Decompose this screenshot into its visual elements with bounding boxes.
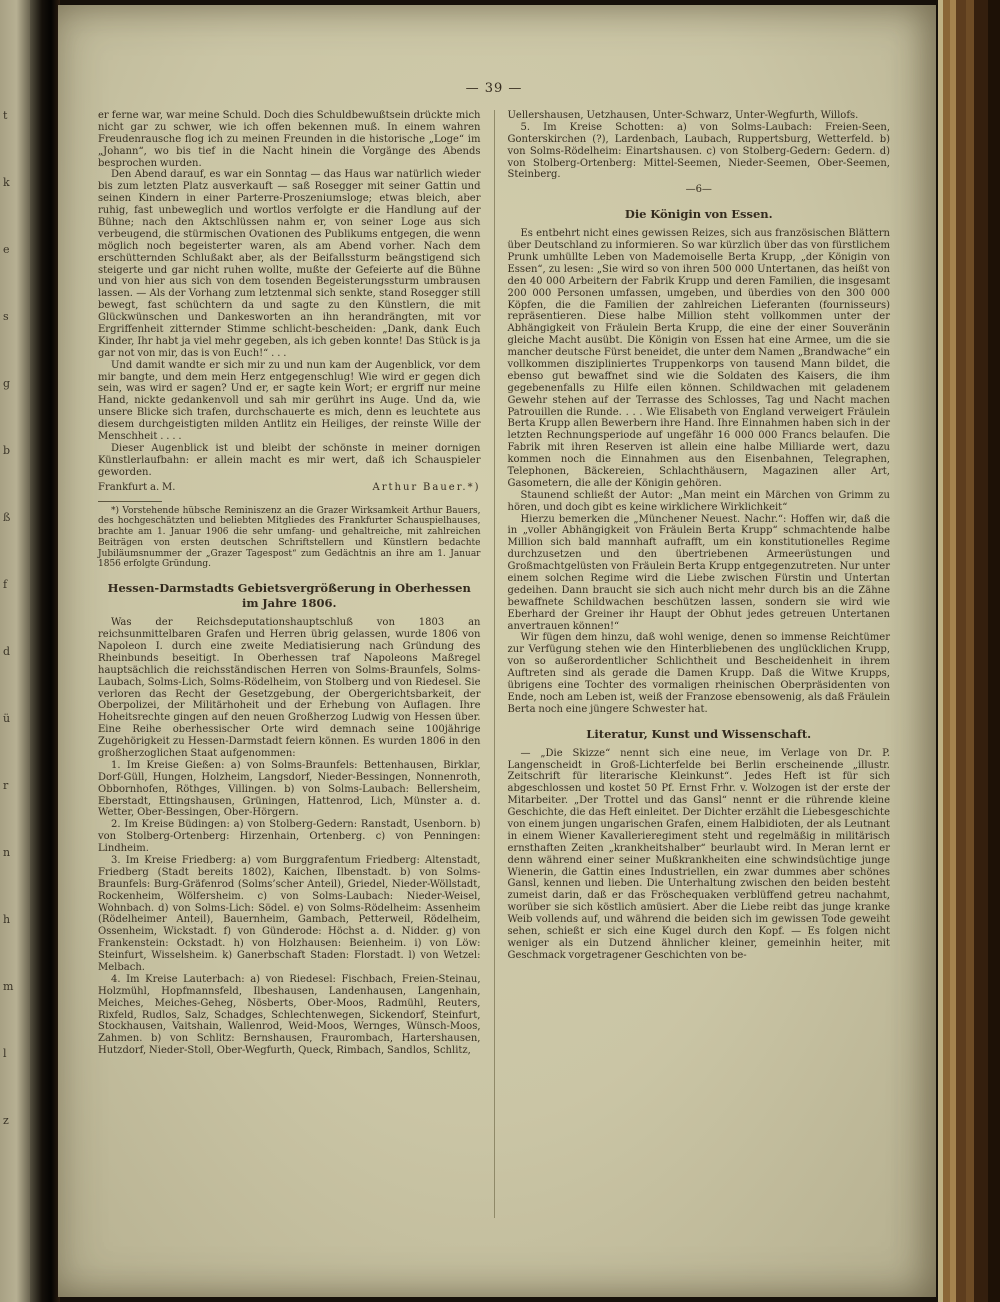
section-end-mark: —6— [685, 184, 712, 196]
page-edge-letter: r [3, 779, 9, 792]
page-edge-letter: e [3, 243, 10, 256]
adjacent-page-edge [0, 0, 30, 1302]
article-title-literatur: Literatur, Kunst und Wissenschaft. [586, 726, 812, 741]
book-page-stack-edge [938, 0, 1000, 1302]
page-edge-letter: k [3, 176, 10, 189]
paragraph: 5. Im Kreise Schotten: a) von Solms-Laubach: Freien-Seen, Gonterskirchen (?), Lardenbach, Laubach, Ruppertsburg, Wetterfeld. b) von Solms-Rödelheim: Einartshausen. c) von Stolberg-Gedern: Gedern. d) von Stolberg-Ortenberg: Mittel-Seemen, Nieder-Seemen, Ober-Seemen, Steinberg. [507, 121, 890, 181]
page-edge-letter: n [3, 846, 11, 859]
paragraph: Staunend schließt der Autor: „Man meint ein Märchen von Grimm zu hören, und doch gibt es keine wirklichere Wirklichkeit“ [507, 489, 890, 513]
column-left [98, 110, 494, 1057]
paragraph: — „Die Skizze“ nennt sich eine neue, im Verlage von Dr. P. Langenscheidt in Groß-Lichterfelde bei Berlin erscheinende „illustr. Zeitschrift für literarische Kleinkunst“. Jedes Heft ist für sich abgeschlossen und kostet 50 Pf. Ernst Frhr. v. Wolzogen ist der erste der Mitarbeiter. „Der Trottel und das Gansl“ nennt er die rührende kleine Geschichte, die das Heft einleitet. Der Dichter erzählt die Liebesgeschichte von einem jungen ungarischen Grafen, einem Halbidioten, der als Leutnant in einem Wiener Kavallerieregiment steht und regelmäßig in militärisch ernsthaften Zeiten „krankheitshalber“ beurlaubt wird. In Meran lernt er denn während einer seiner Mußkrankheiten eine schwindsüchtige junge Wienerin, die Gattin eines Industriellen, ein zwar dummes aber schönes Gansl, kennen und lieben. Die Unterhaltung zwischen den beiden besteht zumeist darin, daß er das Fröschequaken verblüffend getreu nachahmt, worüber sie sich köstlich amüsiert. Aber die Liebe reibt das junge kranke Weib vollends auf, und während die beiden sich im gewissen Tode geweiht sehen, schießt er sich eine Kugel durch den Kopf. — Es folgen nicht weniger als ein Dutzend ähnlicher kleiner, gemeinhin heiter, mit Geschmack vorgetragener Geschichten von be- [507, 747, 890, 961]
article-title-hessen [98, 581, 481, 611]
signature-row [98, 482, 481, 494]
text-columns [98, 110, 890, 1218]
book-gutter-shadow [30, 0, 60, 1302]
paragraph: 2. Im Kreise Büdingen: a) von Stolberg-Gedern: Ranstadt, Usenborn. b) von Stolberg-Ortenberg: Hirzenhain, Ortenberg. c) von Penningen: Lindheim. [98, 819, 481, 855]
article-title-koenigin: Die Königin von Essen. [624, 207, 773, 222]
page-edge-letter: h [3, 913, 11, 926]
page-edge-letter: t [3, 109, 8, 122]
footnote: *) Vorstehende hübsche Reminiszenz an die Grazer Wirksamkeit Arthur Bauers, des hochgeschätzten und beliebten Mitgliedes des Frankfurter Schauspielhauses, brachte am 1. Januar 1906 die sehr umfang- und gehaltreiche, mit zahlreichen Beiträgen von ersten deutschen Schriftstellern und Künstlern bedachte Jubiläumsnummer der „Grazer Tagespost“ zum Gedächtnis an ihre am 1. Januar 1856 erfolgte Gründung. [98, 505, 481, 570]
page-edge-letter: d [3, 645, 11, 658]
page-edge-letter: g [3, 377, 11, 390]
signature-place: Frankfurt a. M. [98, 481, 176, 493]
footnote-rule [98, 501, 162, 502]
page-edge-letter: f [3, 578, 8, 591]
signature-author: Arthur Bauer.*) [372, 481, 481, 493]
page-edge-letter: l [3, 1047, 7, 1060]
page-edge-letter: z [3, 1114, 9, 1127]
paragraph: Uellershausen, Uetzhausen, Unter-Schwarz, Unter-Wegfurth, Willofs. [507, 110, 859, 121]
page-paper [58, 5, 936, 1297]
page-edge-letter: ß [3, 511, 11, 524]
article-body-literatur [508, 748, 891, 962]
article-continuation-kreise [508, 110, 891, 181]
paragraph: er ferne war, war meine Schuld. Doch dies Schuldbewußtsein drückte mich nicht gar zu schwer, wie ich offen bekennen muß. In einem wahren Freudenrausche flog ich zu meinen Freunden in die historische „Loge“ im „Johann“, wo bis tief in die Nacht hinein die Vorgänge des Abends besprochen wurden. [98, 110, 481, 169]
paragraph: 4. Im Kreise Lauterbach: a) von Riedesel: Fischbach, Freien-Steinau, Holzmühl, Hopfmannsfeld, Ilbeshausen, Landenhausen, Langenhain, Meiches, Meiches-Geheg, Nösberts, Ober-Moos, Radmühl, Reuters, Rixfeld, Rudlos, Salz, Schadges, Schlechtenwegen, Sickendorf, Steinfurt, Stockhausen, Vaitshain, Wallenrod, Weid-Moos, Wernges, Wünsch-Moos, Zahmen. b) von Schlitz: Bernshausen, Fraurombach, Hartershausen, Hutzdorf, Nieder-Stoll, Ober-Wegfurth, Queck, Rimbach, Sandlos, Schlitz, [98, 973, 481, 1057]
paragraph: Wir fügen dem hinzu, daß wohl wenige, denen so immense Reichtümer zur Verfügung stehen wie den Hinterbliebenen des unglücklichen Krupp, von so außerordentlicher Schlichtheit und Bescheidenheit in ihrem Auftreten sind als gerade die Damen Krupp. Daß die Witwe Krupps, übrigens eine Tochter des vormaligen rheinischen Oberpräsidenten von Ende, noch am Leben ist, weiß der Franzose ebensowenig, als daß Fräulein Berta noch eine jüngere Schwester hat. [507, 632, 890, 715]
adjacent-page-letter-fragments [3, 110, 13, 1126]
article-body-koenigin [508, 228, 891, 716]
page-edge-letter: m [3, 980, 14, 993]
paragraph: Es entbehrt nicht eines gewissen Reizes, sich aus französischen Blättern über Deutschland zu informieren. So war kürzlich über das von fürstlichem Prunk umhüllte Leben von Mademoiselle Berta Krupp, „der Königin von Essen“, zu lesen: „Sie wird so von ihren 500 000 Untertanen, das heißt von den 40 000 Arbeitern der Fabrik Krupp und deren Familien, die insgesamt 200 000 Personen umfassen, umgeben, und überdies von den 300 000 Köpfen, die die Familien der zahlreichen Lieferanten (fournisseurs) repräsentieren. Diese halbe Million steht vollkommen unter der Abhängigkeit von Fräulein Berta Krupp, die eine der einer Souveränin gleiche Macht ausübt. Die Königin von Essen hat eine Armee, um die sie mancher deutsche Fürst beneidet, die unter dem Namen „Brandwache“ ein vollkommen diszipliniertes Truppenkorps von tausend Mann bildet, die ebenso gut bewaffnet sind wie die Soldaten des Kaisers, die ihm gegebenenfalls zu Hilfe eilen können. Schildwachen mit geladenem Gewehr stehen auf der Terrasse des Schlosses, Tag und Nacht machen Patrouillen die Runde. . . . Wie Elisabeth von England verweigert Fräulein Berta Krupp allen Bewerbern ihre Hand. Ihre Einnahmen haben sich in der letzten Rechnungsperiode auf ungefähr 16 000 000 Francs belaufen. Die Fabrik mit ihren Reserven ist allein eine halbe Milliarde wert, dazu kommen noch die Einnahmen aus den Eisenbahnen, Telegraphen, Telephonen, Bäckereien, Schlachthäusern, Magazinen aller Art, Gasometern, die alle der Königin gehören. [507, 228, 890, 489]
paragraph: 3. Im Kreise Friedberg: a) vom Burggrafentum Friedberg: Altenstadt, Friedberg (Stadt bereits 1802), Kaichen, Ilbenstadt. b) von Solms-Braunfels: Burg-Gräfenrod (Solms’scher Anteil), Griedel, Nieder-Wöllstadt, Rockenheim, Wölfersheim. c) von Solms-Laubach: Nieder-Weisel, Wohnbach. d) von Solms-Lich: Södel. e) von Solms-Rödelheim: Assenheim (Rödelheimer Anteil), Bauernheim, Gambach, Petterweil, Rödelheim, Ossenheim, Wickstadt. f) von Günderode: Höchst a. d. Nidder. g) von Frankenstein: Ockstadt. h) von Holzhausen: Beienheim. i) von Löw: Steinfurt, Wisselsheim. k) Ganerbschaft Staden: Florstadt. l) von Wetzel: Melbach. [98, 854, 481, 973]
page-edge-letter: b [3, 444, 11, 457]
paragraph: Den Abend darauf, es war ein Sonntag — das Haus war natürlich wieder bis zum letzten Platz ausverkauft — saß Rosegger mit seiner Gattin und seinen Kindern in einer Parterre-Proszeniumsloge; etwas bleich, aber ruhig, fast unbeweglich und wortlos verfolgte er die Handlung auf der Bühne; nach den Aktschlüssen nahm er, von seiner Loge aus sich verbeugend, die stürmischen Ovationen des Publikums entgegen, die wenn möglich noch begeisterter waren, als am Abend vorher. Nach dem erschütternden Schlußakt aber, als der Beifallssturm beängstigend sich steigerte und gar nicht ruhen wollte, mußte der Gefeierte auf die Bühne und von hier aus sich von dem tosenden Begeisterungssturm umbrausen lassen. — Als der Vorhang zum letztenmal sich senkte, stand Rosegger still bewegt, fast schüchtern da und sagte zu den Künstlern, die mit Glückwünschen und Dankesworten an ihn herandrängten, mit vor Ergriffenheit zitternder Stimme schlicht-bescheiden: „Dank, dank Euch Kinder, Ihr habt ja viel mehr gegeben, als ich geben konnte! Das Stück is ja gar not von mir, das is von Euch!“ . . . [98, 169, 481, 359]
paragraph: Hierzu bemerken die „Münchener Neuest. Nachr.“: Hoffen wir, daß die in „voller Abhängigkeit von Fräulein Berta Krupp“ schmachtende halbe Million sich bald mannhaft aufrafft, um ein konstitutionelles Regime durchzusetzen und den übertriebenen Armeerüstungen und Großmachtgelüsten von Fräulein Berta Krupp entgegenzutreten. Nur unter einem solchen Regime wird die Liebe zwischen Fürstin und Untertan gedeihen. Dann braucht sie sich auch nicht mehr durch bis an die Zähne bewaffnete Schildwachen beschützen lassen, sondern sie wird wie Eberhard der Greiner ihr Haupt der Obhut jedes getreuen Untertanen anvertrauen können!“ [507, 513, 890, 632]
paragraph: Dieser Augenblick ist und bleibt der schönste in meiner dornigen Künstlerlaufbahn: er allein macht es mir wert, daß ich Schauspieler geworden. [98, 442, 481, 478]
article-continuation-rosegger [98, 110, 481, 479]
page-edge-letter: ü [3, 712, 11, 725]
paragraph: Was der Reichsdeputationshauptschluß von 1803 an reichsunmittelbaren Grafen und Herren übrig gelassen, wurde 1806 von Napoleon I. durch eine zweite Mediatisierung nach Gründung des Rheinbunds beseitigt. In Oberhessen traf Napoleons Maßregel hauptsächlich die reichsständischen Herren von Solms-Braunfels, Solms-Laubach, Solms-Lich, Solms-Rödelheim, von Stolberg und von Riedesel. Sie verloren das Recht der Gesetzgebung, der Obergerichtsbarkeit, der Oberpolizei, der Militärhoheit und der Erhebung von Auflagen. Ihre Hoheitsrechte gingen auf den neuen Großherzog Ludwig von Hessen über. Eine Reihe oberhessischer Orte wird demnach seine 100jährige Zugehörigkeit zu Hessen-Darmstadt feiern können. Es wurden 1806 in den großherzoglichen Staat aufgenommen: [98, 617, 481, 759]
article-title-line1: Hessen-Darmstadts Gebietsvergrößerung in Oberhessen [107, 581, 471, 596]
paragraph: Und damit wandte er sich mir zu und nun kam der Augenblick, vor dem mir bangte, und dem mein Herz entgegenschlug! Wie wird er gegen dich sein, was wird er sagen? Und er, er sagte kein Wort; er ergriff nur meine Hand, nickte gedankenvoll und sah mir gerührt ins Auge. Und da, wie unsere Blicke sich trafen, durchschauerte es mich, denn es leuchtete aus diesem durchgeistigten milden Antlitz ein Heiliges, der reinste Wille der Menschheit . . . . [98, 359, 481, 443]
article-title-line2: im Jahre 1806. [241, 596, 337, 611]
column-right [494, 110, 891, 1218]
page-number: — 39 — [465, 81, 523, 96]
article-body-hessen [98, 617, 481, 1057]
page-content [98, 81, 890, 1218]
paragraph: 1. Im Kreise Gießen: a) von Solms-Braunfels: Bettenhausen, Birklar, Dorf-Güll, Hungen, Holzheim, Langsdorf, Nieder-Bessingen, Nonnenroth, Obbornhofen, Röthges, Villingen. b) von Solms-Laubach: Bellersheim, Eberstadt, Ettingshausen, Grüningen, Hattenrod, Lich, Münster a. d. Wetter, Ober-Bessingen, Ober-Hörgern. [98, 759, 481, 819]
page-edge-letter: s [3, 310, 9, 323]
